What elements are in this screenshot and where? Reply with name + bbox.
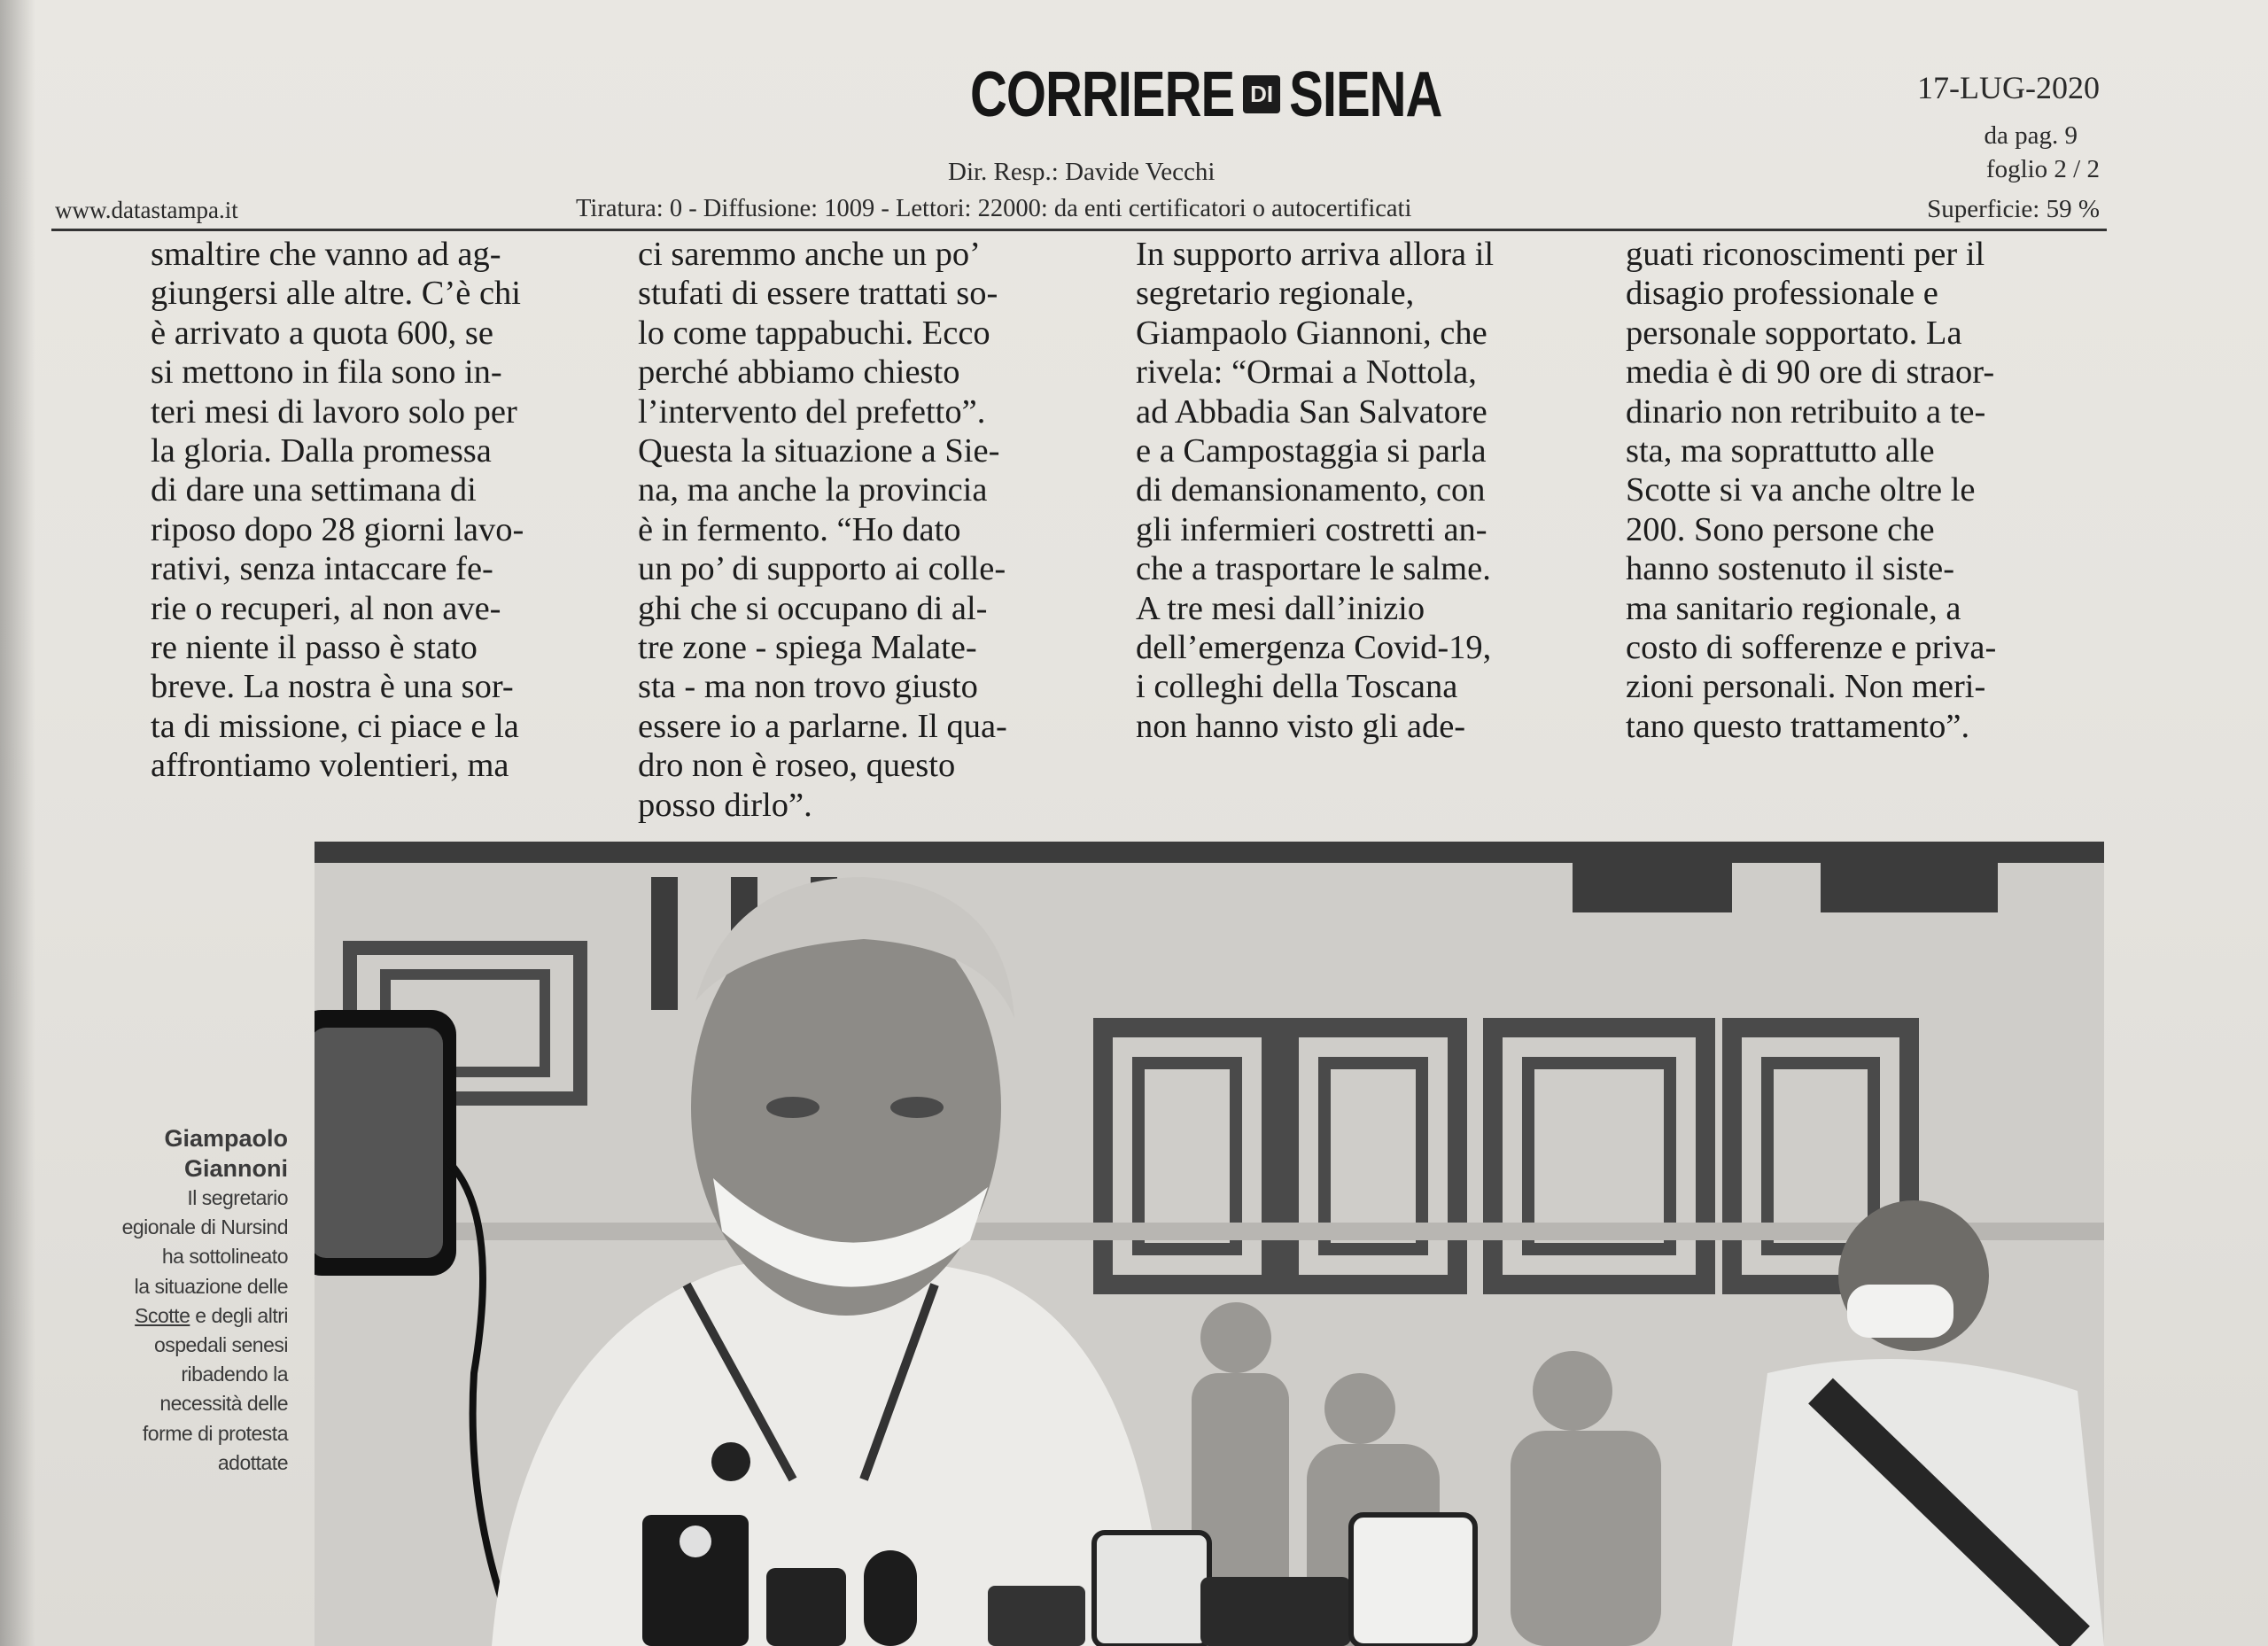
article-column-3 — [1136, 235, 1570, 746]
caption-line: la situazione delle — [134, 1274, 288, 1298]
text-line: Giampaolo Giannoni, che — [1136, 314, 1487, 352]
text-line: teri mesi di lavoro solo per — [151, 392, 517, 431]
text-line: che a trasportare le salme. — [1136, 550, 1491, 588]
text-line: i colleghi della Toscana — [1136, 668, 1458, 706]
masthead-logo — [970, 55, 1442, 133]
caption-line-scotte — [84, 1301, 288, 1331]
text-line: di dare una settimana di — [151, 471, 477, 509]
text-line: A tre mesi dall’inizio — [1136, 589, 1425, 627]
text-line: ci saremmo anche un po’ — [638, 236, 981, 273]
text-line: si mettono in fila sono in- — [151, 353, 502, 392]
text-line: ad Abbadia San Salvatore — [1136, 392, 1487, 431]
text-line: perché abbiamo chiesto — [638, 353, 960, 392]
text-line: disagio professionale e — [1626, 275, 1938, 313]
text-line: rie o recuperi, al non ave- — [151, 589, 501, 627]
text-line: ta di missione, ci piace e la — [151, 707, 519, 745]
text-line: zioni personali. Non meri- — [1626, 668, 1986, 706]
text-line: smaltire che vanno ad ag- — [151, 236, 501, 273]
text-line: rivela: “Ormai a Nottola, — [1136, 353, 1477, 392]
text-line: re niente il passo è stato — [151, 629, 478, 667]
photo-caption — [84, 1123, 288, 1478]
news-photo — [315, 842, 2104, 1646]
photo-illustration — [315, 842, 2104, 1646]
text-line: giungersi alle altre. C’è chi — [151, 275, 521, 313]
text-line: hanno sostenuto il siste- — [1626, 550, 1955, 588]
text-line: media è di 90 ore di straor- — [1626, 353, 1995, 392]
text-line: e a Campostaggia si parla — [1136, 432, 1487, 470]
text-line: tano questo trattamento”. — [1626, 707, 1970, 745]
text-line: segretario regionale, — [1136, 275, 1415, 313]
text-line: riposo dopo 28 giorni lavo- — [151, 510, 524, 548]
caption-line: ribadendo la — [181, 1363, 288, 1386]
logo-corriere: CORRIERE — [970, 58, 1235, 130]
text-line: na, ma anche la provincia — [638, 471, 988, 509]
text-line: personale sopportato. La — [1626, 314, 1962, 352]
text-line: breve. La nostra è una sor- — [151, 668, 514, 706]
header-date: 17-LUG-2020 — [1917, 70, 2100, 105]
caption-line: forme di protesta — [142, 1421, 288, 1445]
header-website: www.datastampa.it — [55, 197, 238, 223]
caption-name-1: Giampaolo — [164, 1125, 288, 1152]
text-line: dell’emergenza Covid-19, — [1136, 629, 1492, 667]
text-line: è in fermento. “Ho dato — [638, 510, 961, 548]
caption-line: ha sottolineato — [161, 1245, 288, 1269]
caption-line: egionale di Nursind — [121, 1215, 288, 1239]
text-line: di demansionamento, con — [1136, 471, 1486, 509]
article-column-1 — [151, 235, 583, 786]
header-director: Dir. Resp.: Davide Vecchi — [948, 158, 1216, 186]
header-circulation: Tiratura: 0 - Diffusione: 1009 - Lettori: 22000: da enti certificatori o autocertificati — [576, 195, 1412, 222]
header-rule — [51, 229, 2107, 231]
text-line: è arrivato a quota 600, se — [151, 314, 493, 352]
text-line: ghi che si occupano di al- — [638, 589, 988, 627]
caption-name-2: Giannoni — [184, 1155, 288, 1182]
page-shadow — [0, 0, 35, 1646]
text-line: ma sanitario regionale, a — [1626, 589, 1961, 627]
caption-line: Il segretario — [187, 1186, 288, 1209]
text-line: la gloria. Dalla promessa — [151, 432, 492, 470]
text-line: gli infermieri costretti an- — [1136, 510, 1487, 548]
text-line: l’intervento del prefetto”. — [638, 392, 986, 431]
header-surface: Superficie: 59 % — [1927, 195, 2100, 223]
text-line: un po’ di supporto ai colle- — [638, 550, 1006, 588]
text-line: Questa la situazione a Sie- — [638, 432, 1000, 470]
article-column-2 — [638, 235, 1079, 825]
text-line: dro non è roseo, questo — [638, 747, 956, 785]
text-line: sta - ma non trovo giusto — [638, 668, 978, 706]
article-column-4 — [1626, 235, 2064, 746]
text-line: posso dirlo”. — [638, 786, 812, 824]
text-line: guati riconoscimenti per il — [1626, 236, 1985, 273]
text-line: Scotte si va anche oltre le — [1626, 471, 1976, 509]
text-line: tre zone - spiega Malate- — [638, 629, 977, 667]
header-sheet: foglio 2 / 2 — [1985, 155, 2100, 183]
text-line: costo di sofferenze e priva- — [1626, 629, 1997, 667]
caption-scotte: Scotte — [135, 1303, 190, 1327]
header-page-ref: da pag. 9 — [1984, 121, 2078, 150]
text-line: dinario non retribuito a te- — [1626, 392, 1986, 431]
caption-line: necessità delle — [159, 1392, 288, 1416]
text-line: 200. Sono persone che — [1626, 510, 1935, 548]
text-line: lo come tappabuchi. Ecco — [638, 314, 990, 352]
text-line: non hanno visto gli ade- — [1136, 707, 1466, 745]
text-line: essere io a parlarne. Il qua- — [638, 707, 1007, 745]
caption-line: adottate — [217, 1450, 288, 1474]
text-line: In supporto arriva allora il — [1136, 236, 1495, 273]
text-line: affrontiamo volentieri, ma — [151, 747, 509, 785]
caption-scotte-rest: e degli altri — [190, 1303, 288, 1327]
text-line: rativi, senza intaccare fe- — [151, 550, 493, 588]
text-line: stufati di essere trattati so- — [638, 275, 998, 313]
facade-ledge — [315, 1223, 2104, 1240]
logo-di: DI — [1243, 75, 1280, 113]
text-line: sta, ma soprattutto alle — [1626, 432, 1935, 470]
caption-line: ospedali senesi — [153, 1333, 288, 1357]
logo-siena: SIENA — [1289, 58, 1442, 130]
